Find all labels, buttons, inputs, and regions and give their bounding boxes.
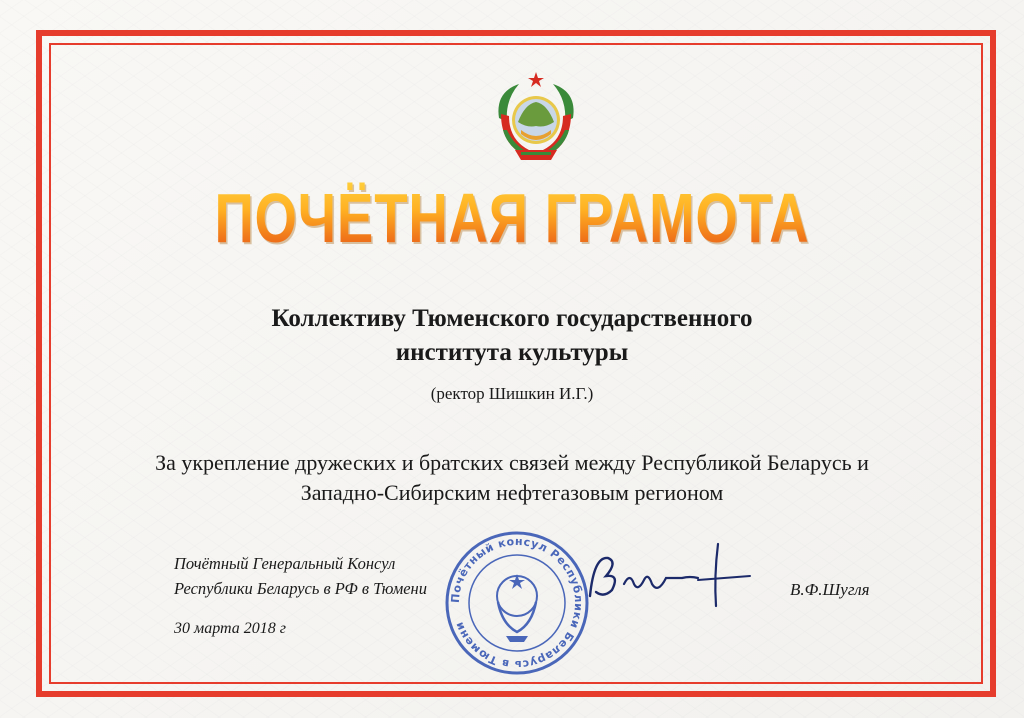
signer-title-line-2: Республики Беларусь в РФ в Тюмени xyxy=(174,579,427,598)
recipient-block xyxy=(0,302,1024,370)
signer-name: В.Ф.Шугля xyxy=(790,580,870,599)
award-reason xyxy=(0,448,1024,508)
rector-note: (ректор Шишкин И.Г.) xyxy=(430,384,594,403)
consulate-seal-icon xyxy=(442,528,592,678)
recipient-line-1: Коллективу Тюменского государственного xyxy=(271,305,753,332)
certificate-title: ПОЧЁТНАЯ ГРАМОТА xyxy=(113,178,912,258)
seal-text: Почётный консул Республики Беларусь в Тюмени xyxy=(448,534,586,672)
handwritten-signature-icon xyxy=(578,536,763,611)
issue-date: 30 марта 2018 г xyxy=(174,620,286,637)
reason-line-2: Западно-Сибирским нефтегазовым регионом xyxy=(300,480,724,505)
signer-title xyxy=(174,551,427,601)
signer-title-line-1: Почётный Генеральный Консул xyxy=(174,554,396,573)
reason-line-1: За укрепление дружеских и братских связей между Республикой Беларусь и xyxy=(155,450,869,475)
belarus-coat-of-arms-icon xyxy=(485,70,587,166)
recipient-line-2: института культуры xyxy=(395,339,629,366)
